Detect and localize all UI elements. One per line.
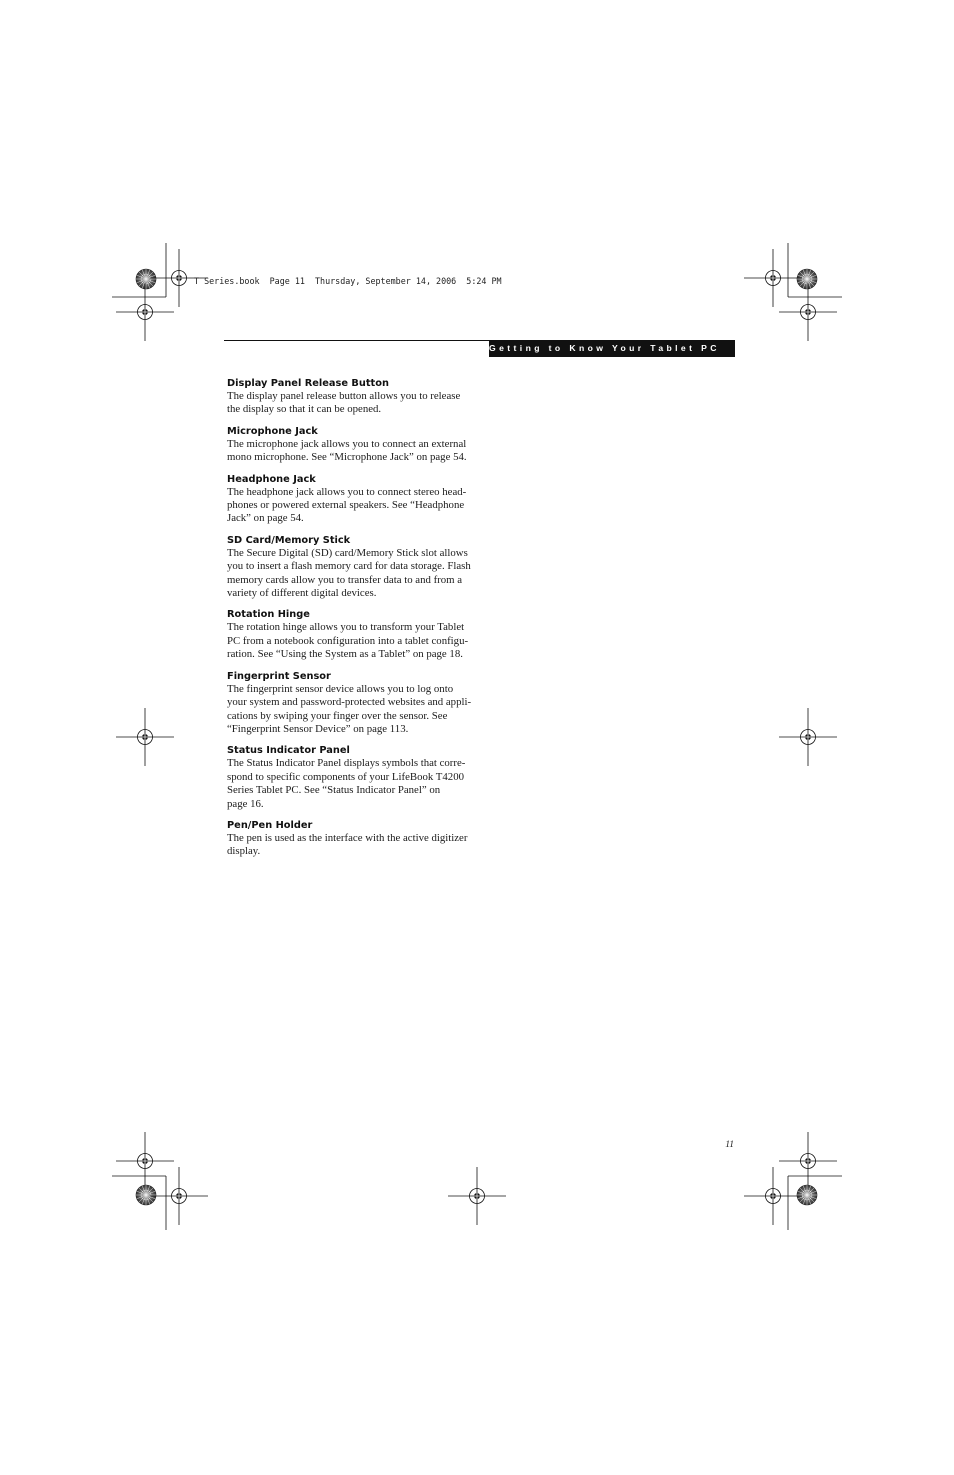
section-heading: Display Panel Release Button	[227, 378, 389, 389]
section-heading: Fingerprint Sensor	[227, 670, 331, 682]
section-headphone-jack	[227, 473, 477, 526]
section-heading: SD Card/Memory Stick	[227, 534, 351, 546]
registration-mark-top-right-a	[744, 249, 802, 307]
section-rotation-hinge	[227, 608, 477, 661]
section-display-panel-release-button	[227, 377, 477, 417]
section-status-indicator-panel	[227, 744, 477, 811]
registration-mark-bottom-left-a	[116, 1132, 174, 1190]
rosette-mark-top-right	[797, 269, 817, 289]
section-body: The fingerprint sensor device allows you to log onto your system and password-protected websites and appli- cations by swiping your finger over the sensor. See “Fingerprint Sensor Device” on page 113.	[227, 682, 472, 735]
section-heading: Status Indicator Panel	[227, 745, 350, 757]
registration-mark-middle-right	[779, 708, 837, 766]
section-body: The Status Indicator Panel displays symbols that corre- spond to specific components of your LifeBook T4200 Series Tablet PC. See “Status Indicator Panel” on page 16.	[227, 757, 466, 810]
section-body: The rotation hinge allows you to transform your Tablet PC from a notebook configuration into a tablet configu- ration. See “Using the System as a Tablet” on page 18.	[227, 621, 469, 661]
section-heading: Microphone Jack	[227, 425, 318, 437]
section-body: The Secure Digital (SD) card/Memory Stick slot allows you to insert a flash memory card for data storage. Flash memory cards allow you to transfer data to and from a variety of different digital devices.	[227, 546, 471, 600]
section-body: The headphone jack allows you to connect stereo head- phones or powered external speakers. See “Headphone Jack” on page 54.	[227, 485, 467, 525]
running-header: Getting to Know Your Tablet PC	[489, 340, 735, 357]
registration-mark-middle-left	[116, 708, 174, 766]
section-heading: Rotation Hinge	[227, 609, 310, 621]
registration-mark-bottom-center	[448, 1167, 506, 1225]
registration-mark-top-left-b	[116, 283, 174, 341]
main-content	[227, 377, 477, 867]
section-body: The pen is used as the interface with the active digitizer display.	[227, 831, 468, 858]
section-heading: Headphone Jack	[227, 473, 316, 485]
section-heading: Pen/Pen Holder	[227, 819, 313, 831]
section-sd-card-memory-stick	[227, 534, 477, 601]
section-pen-pen-holder	[227, 819, 477, 859]
print-slug: T Series.book Page 11 Thursday, September 14, 2006 5:24 PM	[194, 276, 502, 286]
section-body: The microphone jack allows you to connect an external mono microphone. See “Microphone Jack” on page 54.	[227, 437, 467, 464]
section-fingerprint-sensor	[227, 670, 477, 737]
rosette-mark-bottom-right	[797, 1185, 817, 1205]
section-microphone-jack	[227, 425, 477, 465]
rosette-mark-top-left	[136, 269, 156, 289]
rosette-mark-bottom-left	[136, 1185, 156, 1205]
section-body: The display panel release button allows you to release the display so that it can be opened.	[227, 390, 461, 416]
page-number: 11	[725, 1140, 734, 1150]
